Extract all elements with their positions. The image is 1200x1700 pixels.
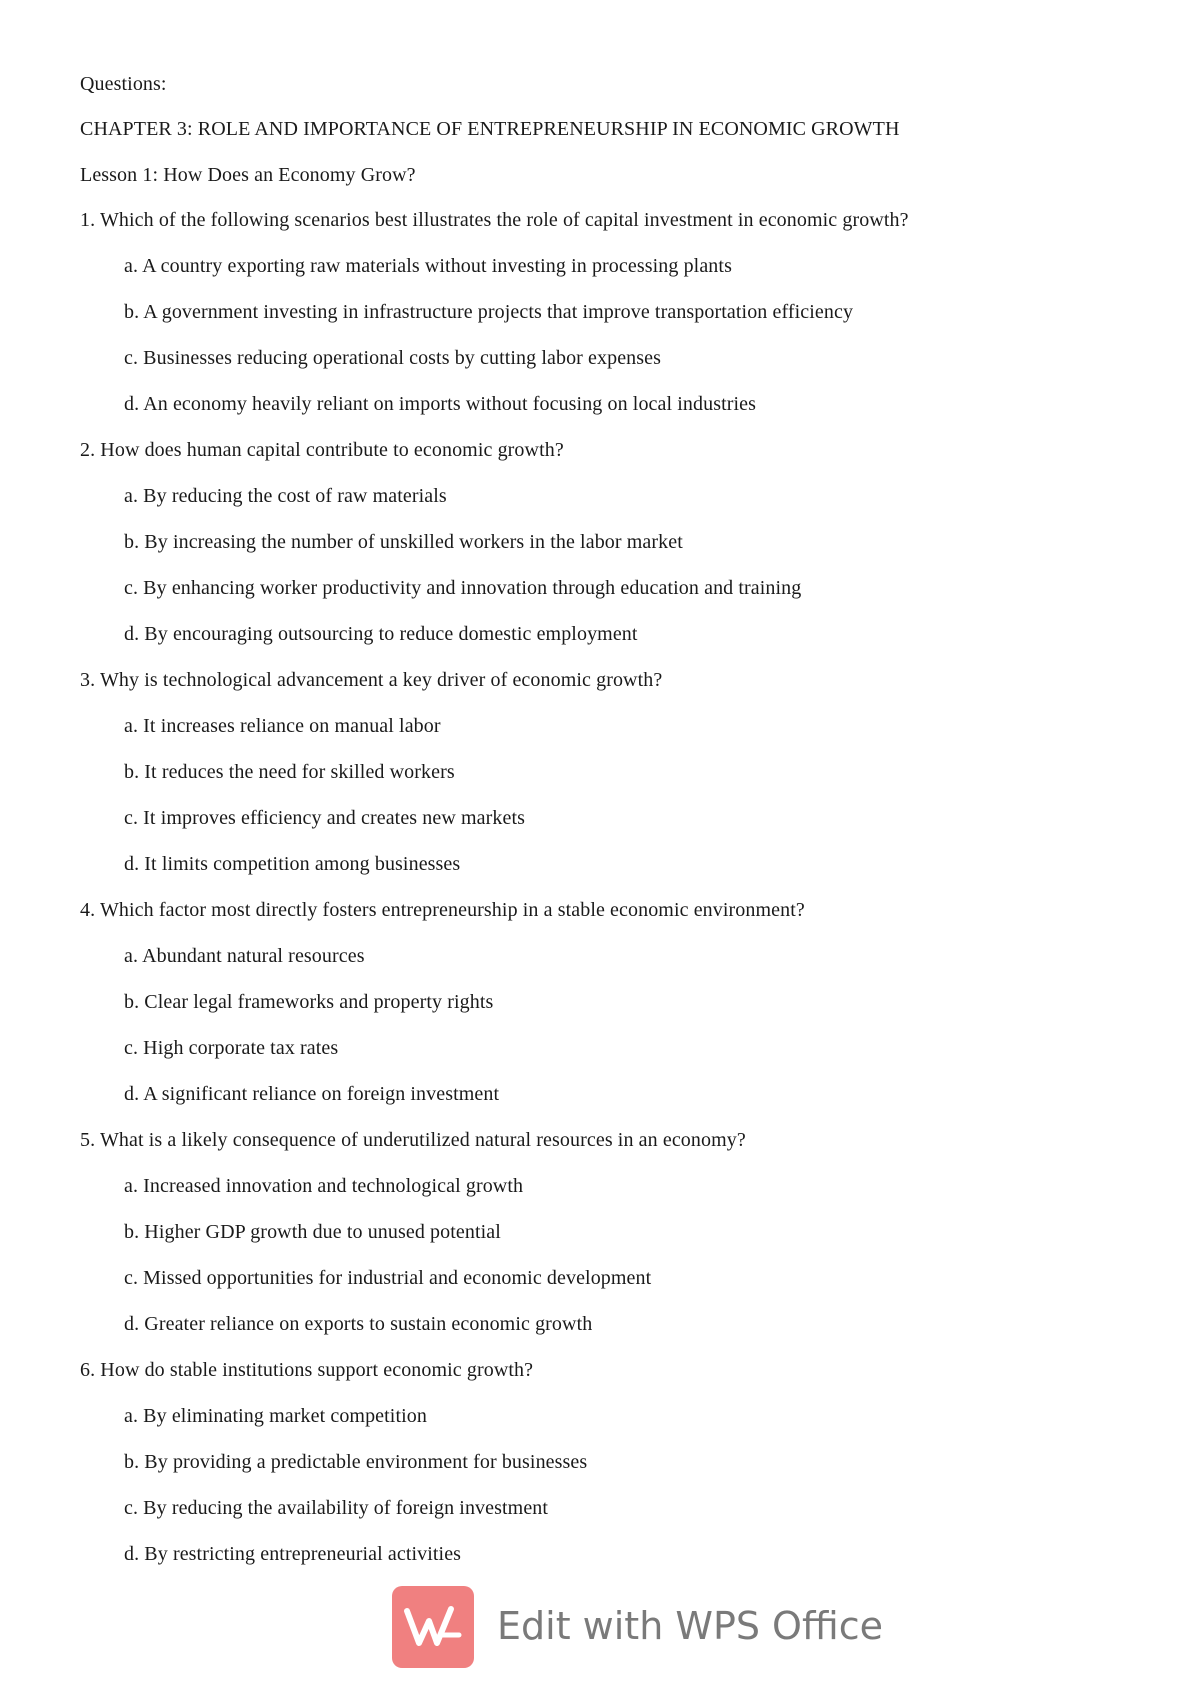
questions-label: Questions: (80, 73, 167, 95)
question-4-option-c: c. High corporate tax rates (124, 1037, 339, 1059)
question-2: 2. How does human capital contribute to economic growth? (80, 439, 564, 461)
question-3-option-c: c. It improves efficiency and creates new markets (124, 807, 526, 829)
lesson-title: Lesson 1: How Does an Economy Grow? (80, 164, 416, 186)
question-6-option-c: c. By reducing the availability of foreign investment (124, 1497, 549, 1519)
question-5: 5. What is a likely consequence of underutilized natural resources in an economy? (80, 1129, 746, 1151)
question-1-option-d: d. An economy heavily reliant on imports without focusing on local industries (124, 393, 757, 415)
question-6-option-a: a. By eliminating market competition (124, 1405, 427, 1427)
question-4-option-d: d. A significant reliance on foreign investment (124, 1083, 500, 1105)
question-1-option-a: a. A country exporting raw materials without investing in processing plants (124, 255, 732, 277)
question-3: 3. Why is technological advancement a key driver of economic growth? (80, 669, 663, 691)
question-5-option-c: c. Missed opportunities for industrial and economic development (124, 1267, 652, 1289)
question-3-option-d: d. It limits competition among businesses (124, 853, 461, 875)
question-4-option-a: a. Abundant natural resources (124, 945, 365, 967)
question-2-option-b: b. By increasing the number of unskilled workers in the labor market (124, 531, 683, 553)
question-5-option-d: d. Greater reliance on exports to sustain economic growth (124, 1313, 593, 1335)
question-4-option-b: b. Clear legal frameworks and property rights (124, 991, 494, 1013)
question-2-option-a: a. By reducing the cost of raw materials (124, 485, 447, 507)
question-5-option-a: a. Increased innovation and technological growth (124, 1175, 524, 1197)
question-6: 6. How do stable institutions support economic growth? (80, 1359, 534, 1381)
question-4: 4. Which factor most directly fosters entrepreneurship in a stable economic environment? (80, 899, 805, 921)
question-5-option-b: b. Higher GDP growth due to unused potential (124, 1221, 501, 1243)
question-3-option-b: b. It reduces the need for skilled workers (124, 761, 455, 783)
edit-with-wps-link[interactable]: Edit with WPS Office (497, 1604, 883, 1648)
wps-logo-icon[interactable] (392, 1586, 474, 1668)
question-2-option-d: d. By encouraging outsourcing to reduce domestic employment (124, 623, 638, 645)
chapter-title: CHAPTER 3: ROLE AND IMPORTANCE OF ENTREPRENEURSHIP IN ECONOMIC GROWTH (80, 118, 900, 140)
question-1: 1. Which of the following scenarios best illustrates the role of capital investment in economic growth? (80, 209, 909, 231)
question-6-option-b: b. By providing a predictable environment for businesses (124, 1451, 588, 1473)
question-3-option-a: a. It increases reliance on manual labor (124, 715, 441, 737)
question-1-option-b: b. A government investing in infrastructure projects that improve transportation efficiency (124, 301, 854, 323)
question-2-option-c: c. By enhancing worker productivity and innovation through education and training (124, 577, 802, 599)
question-1-option-c: c. Businesses reducing operational costs by cutting labor expenses (124, 347, 662, 369)
question-6-option-d: d. By restricting entrepreneurial activities (124, 1543, 462, 1565)
